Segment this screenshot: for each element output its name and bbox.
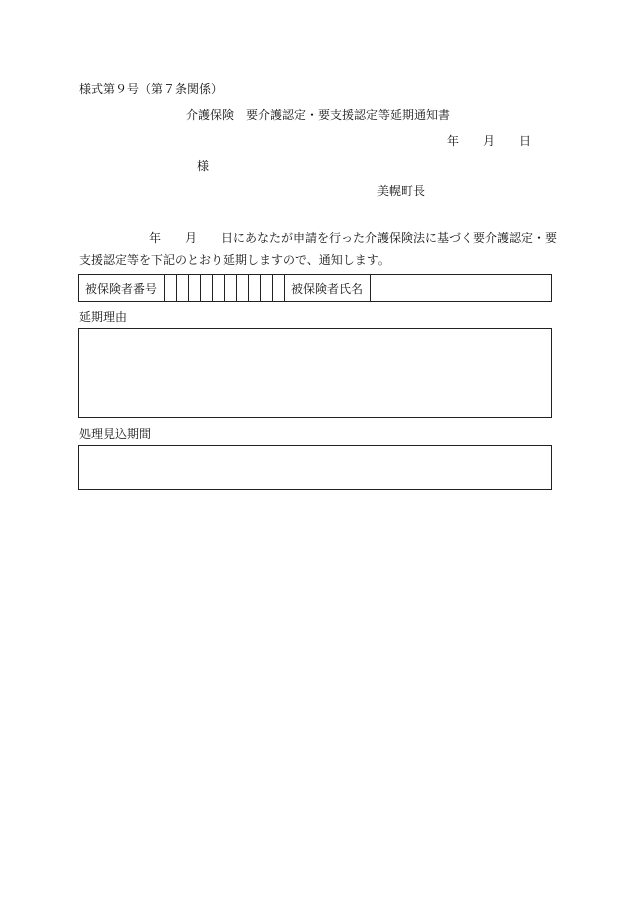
- expected-period-label: 処理見込期間: [79, 427, 152, 441]
- insured-number-digit-cell[interactable]: [249, 275, 261, 302]
- date-day: 日: [519, 134, 532, 148]
- body-text-line2: 支援認定等を下記のとおり延期しますので、通知します。: [79, 253, 390, 267]
- addressee-suffix: 様: [197, 159, 210, 173]
- body-month: 月: [185, 231, 198, 245]
- issuer-name: 美幌町長: [377, 184, 426, 198]
- insured-number-digit-cell[interactable]: [177, 275, 189, 302]
- date-month: 月: [483, 134, 496, 148]
- insured-number-digit-cell[interactable]: [213, 275, 225, 302]
- expected-period-box[interactable]: [78, 445, 552, 490]
- insured-number-digit-cell[interactable]: [201, 275, 213, 302]
- postponement-reason-label: 延期理由: [79, 310, 128, 324]
- insured-name-label: 被保険者氏名: [285, 275, 371, 302]
- date-year: 年: [447, 134, 460, 148]
- insured-number-label: 被保険者番号: [79, 275, 165, 302]
- insured-number-digit-cell[interactable]: [225, 275, 237, 302]
- issue-date: [447, 135, 531, 147]
- insured-number-digit-cell[interactable]: [189, 275, 201, 302]
- insured-name-field[interactable]: [371, 275, 552, 302]
- body-text-line1: [149, 232, 557, 244]
- form-number: 様式第９号（第７条関係）: [79, 82, 224, 96]
- body-year: 年: [149, 231, 162, 245]
- insured-number-digit-cell[interactable]: [165, 275, 177, 302]
- insured-info-table: [78, 274, 552, 302]
- insured-number-digit-cell[interactable]: [261, 275, 273, 302]
- body-line1-rest: 日にあなたが申請を行った介護保険法に基づく要介護認定・要: [221, 231, 558, 245]
- insured-info-row: [79, 275, 552, 302]
- insured-number-digit-cell[interactable]: [237, 275, 249, 302]
- document-title: 介護保険 要介護認定・要支援認定等延期通知書: [186, 108, 451, 122]
- postponement-reason-box[interactable]: [78, 328, 552, 418]
- insured-number-digit-cell[interactable]: [273, 275, 285, 302]
